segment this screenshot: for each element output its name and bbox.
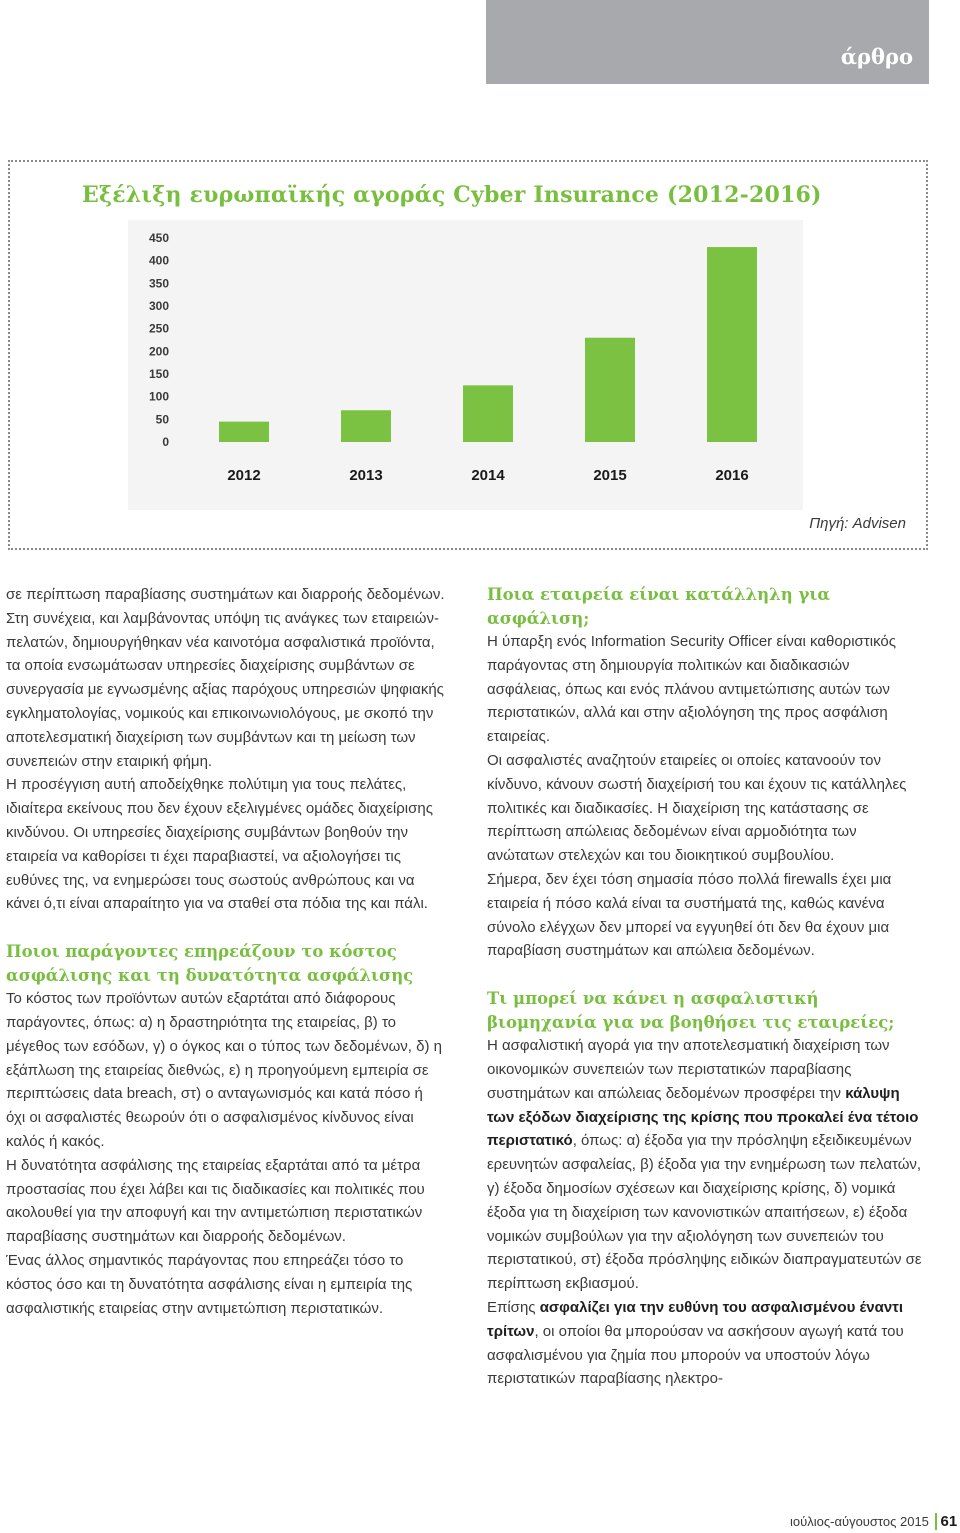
y-tick-label: 200 [148,344,169,359]
section-heading: Ποια εταιρεία είναι κατάλληλη για ασφάλιση; [487,585,831,628]
y-tick-label: 100 [148,389,169,404]
bar-chart [128,220,803,510]
y-tick-label: 400 [148,253,169,268]
paragraph: Σήμερα, δεν έχει τόση σημασία πόσο πολλά firewalls έχει μια εταιρεία ή πόσο καλά είναι τα συστήματά της, καθώς κανένα σύνολο ελέγχων δεν μπορεί να εγγυηθεί ότι δεν θα έχουν μια παραβίαση συστημάτων και απώλεια δεδομένων. [487,870,892,960]
y-tick-label: 450 [148,231,169,245]
spacer [487,963,927,987]
section-tag [486,0,929,84]
paragraph: Η δυνατότητα ασφάλισης της εταιρείας εξαρτάται από τα μέτρα προστασίας που έχει λάβει και τις διαδικασίες και πολιτικές που ακολουθεί για την αποφυγή και την αντιμετώπιση περιστατικών παραβίασης συστημάτων και διαρροής δεδομένων. [6,1156,425,1246]
y-tick-label: 0 [162,435,169,449]
bar-2015 [585,338,635,442]
text-run: Επίσης [487,1298,540,1316]
left-column [6,583,446,1320]
y-tick-label: 350 [148,276,169,291]
x-tick-label: 2013 [349,467,383,484]
x-tick-label: 2015 [593,467,627,484]
page-number: 61 [935,1513,958,1530]
text-run: , όπως: α) έξοδα για την πρόσληψη εξειδικευμένων ερευνητών ασφαλείας, β) έξοδα για την ενημέρωση των πελατών, γ) έξοδα δημοσίων σχέσεων και διαχείρισης κρίσης, δ) νομικά έξοδα για τη διαχείριση των κανονιστικών απαιτήσεων, ε) έξοδα νομικών συμβούλων για την αξιολόγηση των συνεπειών του περιστατικού, στ) έξοδα πρόσληψης ειδικών διαπραγματευτών σε περίπτωση εκβιασμού. [487,1132,922,1293]
paragraph [487,1296,927,1391]
bold-text: κάλυψη των εξόδων διαχείρισης της κρίσης που προκαλεί ένα τέτοιο περιστατικό [487,1084,919,1150]
bar-2013 [341,410,391,442]
paragraph: Οι ασφαλιστές αναζητούν εταιρείες οι οποίες κατανοούν τον κίνδυνο, κάνουν σωστή διαχείρισή του και έχουν τις κατάλληλες πολιτικές και διαδικασίες. Η διαχείριση της κατάστασης σε περίπτωση απώλειας δεδομένων είναι αρμοδιότητα των ανώτατων στελεχών και του διοικητικού συμβουλίου. [487,751,907,865]
y-tick-label: 150 [148,367,169,381]
paragraph: Το κόστος των προϊόντων αυτών εξαρτάται από διάφορους παράγοντες, όπως: α) η δραστηριότητα της εταιρείας, β) το μέγεθος των εσόδων, γ) ο όγκος και ο τύπος των δεδομένων, δ) η εξάπλωση της εταιρείας διεθνώς, ε) η προηγούμενη εμπειρία σε περιπτώσεις data breach, στ) ο ανταγωνισμός και κατά πόσο ή όχι οι ασφαλιστές θεωρούν ότι ο ασφαλισμένος κίνδυνος είναι καλός ή κακός. [6,990,442,1150]
x-tick-label: 2014 [471,467,505,484]
y-tick-label: 300 [148,299,169,313]
issue-date: ιούλιος-αύγουστος 2015 [790,1514,929,1529]
bold-text: ασφαλίζει για την ευθύνη του ασφαλισμένου έναντι τρίτων [487,1298,904,1340]
section-heading: Ποιοι παράγοντες επηρεάζουν το κόστος ασφάλισης και τη δυνατότητα ασφάλισης [6,942,414,985]
bar-2014 [463,385,513,442]
paragraph: Ένας άλλος σημαντικός παράγοντας που επηρεάζει τόσο το κόστος όσο και τη δυνατότητα ασφάλισης είναι η εμπειρία της ασφαλιστικής εταιρείας στην αντιμετώπιση περιστατικών. [6,1251,413,1317]
chart-plot-area [128,220,803,510]
spacer [6,916,446,940]
text-run: Η ασφαλιστική αγορά για την αποτελεσματική διαχείριση των οικονομικών συνεπειών των περιστατικών παραβίασης συστημάτων και απώλειας δεδομένων προσφέρει την [487,1037,890,1102]
chart-title: Εξέλιξη ευρωπαϊκής αγοράς Cyber Insurance (2012-2016) [82,182,822,208]
y-tick-label: 50 [155,412,169,427]
page-footer [790,1513,957,1530]
paragraph: σε περίπτωση παραβίασης συστημάτων και διαρροής δεδομένων. [6,586,445,603]
chart-box [8,160,928,550]
bar-2016 [707,247,757,442]
text-run: , οι οποίοι θα μπορούσαν να ασκήσουν αγωγή κατά του ασφαλισμένου για ζημία που μπορούν να υποστούν λόγω περιστατικών παραβίασης ηλεκτρο- [487,1322,904,1388]
chart-source: Πηγή: Advisen [809,515,906,532]
paragraph [487,1034,927,1296]
x-tick-label: 2016 [715,467,749,484]
section-tag-label: άρθρο [840,44,913,69]
y-tick-label: 250 [148,321,169,336]
bar-2012 [219,422,269,442]
section-heading: Τι μπορεί να κάνει η ασφαλιστική βιομηχανία για να βοηθήσει τις εταιρείες; [487,989,895,1032]
right-column [487,583,927,1391]
paragraph: Στη συνέχεια, και λαμβάνοντας υπόψη τις ανάγκες των εταιρειών-πελατών, δημιουργήθηκαν νέα καινοτόμα ασφαλιστικά προϊόντα, τα οποία ενσωμάτωσαν υπηρεσίες διαχείρισης συμβάντων σε συνεργασία με εγνωσμένης αξίας παρόχους υπηρεσιών ψηφιακής εγκληματολογίας, νομικούς και επικοινωνιολόγους, με σκοπό την αποτελεσματική διαχείριση των συμβάντων και τη μείωση των συνεπειών στην εταιρική φήμη. [6,609,444,770]
paragraph: Η ύπαρξη ενός Information Security Officer είναι καθοριστικός παράγοντας στη δημιουργία πολιτικών και διαδικασιών ασφάλειας, όπως και ενός πλάνου αντιμετώπισης αυτών των περιστατικών, αλλά και στην αξιολόγηση της προς ασφάλιση εταιρείας. [487,633,896,746]
x-tick-label: 2012 [227,467,261,484]
paragraph: Η προσέγγιση αυτή αποδείχθηκε πολύτιμη για τους πελάτες, ιδιαίτερα εκείνους που δεν έχουν εξελιγμένες ομάδες διαχείρισης κινδύνου. Οι υπηρεσίες διαχείρισης συμβάντων βοηθούν την εταιρεία να καθορίσει τι έχει παραβιαστεί, να αξιολογήσει τις ευθύνες της, να ενημερώσει τους σωστούς ανθρώπους και να κάνει ό,τι είναι απαραίτητο για να σταθεί στα πόδια της και πάλι. [6,776,433,913]
